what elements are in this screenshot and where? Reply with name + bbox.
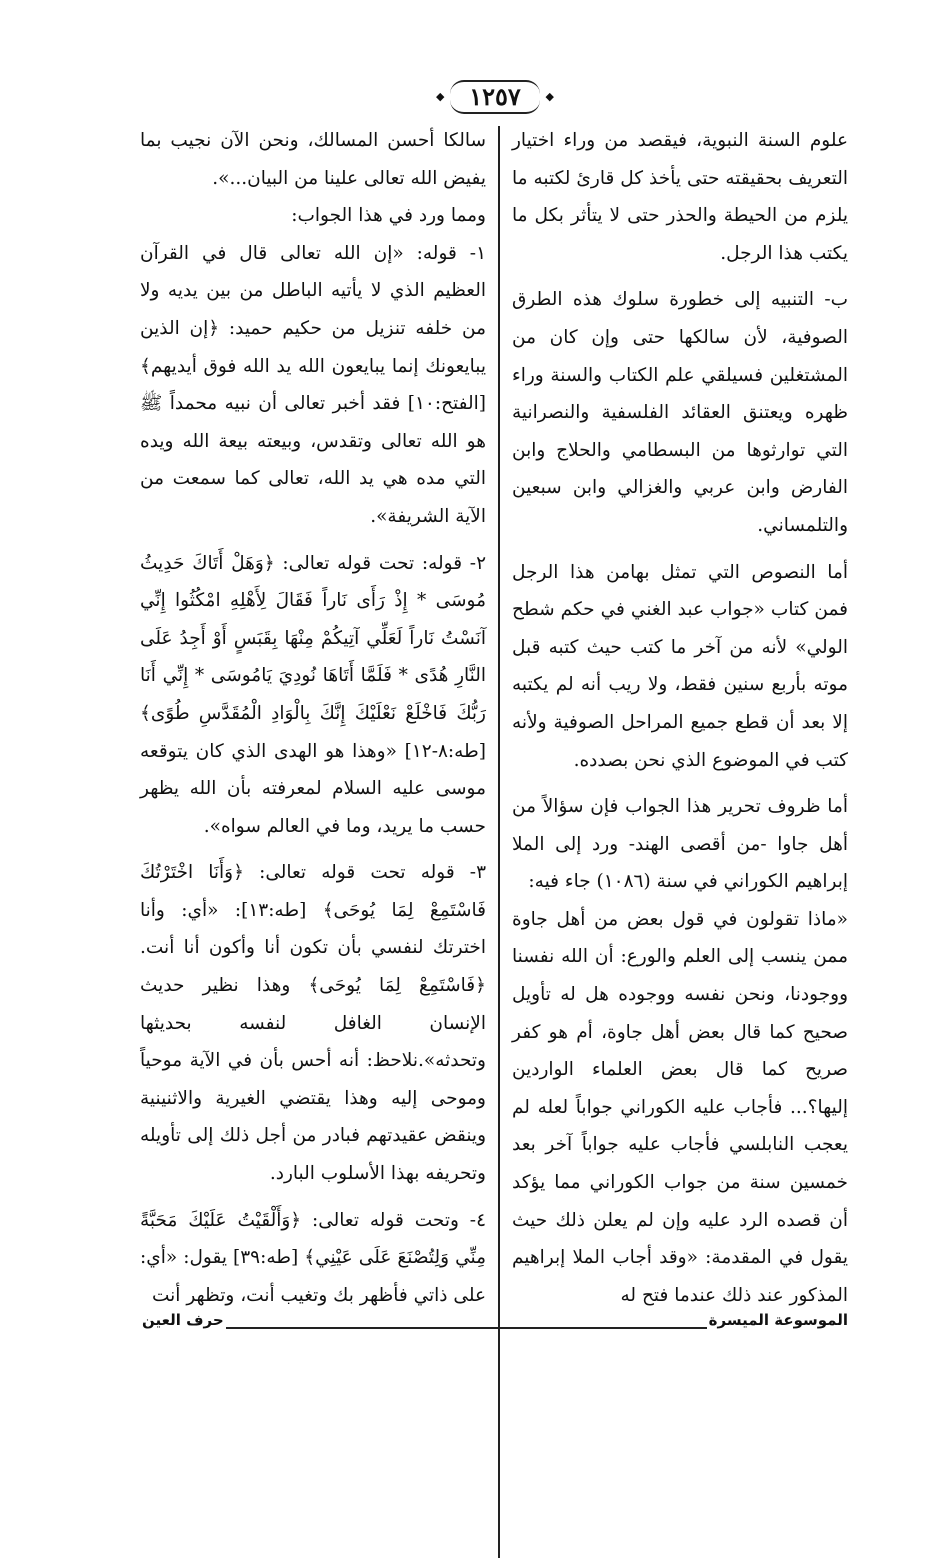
paragraph: علوم السنة النبوية، فيقصد من وراء اختيار التعريف بحقيقته حتى يأخذ كل قارئ لكتبه ما يلزم من الحيطة والحذر حتى لا يتأثر بكل ما يكتب هذا الرجل.: [512, 130, 848, 264]
paragraph: ب- التنبيه إلى خطورة سلوك هذه الطرق الصوفية، لأن سالكها حتى وإن كان من المشتغلين فسيلقي علم الكتاب والسنة وراء ظهره ويعتنق العقائد الفلسفية والنصرانية التي توارثوها من البسطامي والحلاج وابن الفارض وابن عربي والغزالي وابن سبعين والتلمساني.: [512, 289, 848, 536]
paragraph: سالكا أحسن المسالك، ونحن الآن نجيب بما يفيض الله تعالى علينا من البيان...».: [140, 130, 486, 189]
footer-section-title: حرف العين: [142, 1311, 224, 1329]
paragraph: أما ظروف تحرير هذا الجواب فإن سؤالاً من أهل جاوا -من أقصى الهند- ورد إلى الملا إبراهيم الكوراني في سنة (١٠٨٦) جاء فيه:: [512, 796, 848, 893]
paragraph: ٢- قوله: تحت قوله تعالى: ﴿وَهَلْ أَتَاكَ حَدِيثُ مُوسَى * إِذْ رَأَى نَاراً فَقَالَ لِأَهْلِهِ امْكُثُوا إِنِّي آنَسْتُ نَاراً لَعَلِّي آتِيكُمْ مِنْهَا بِقَبَسٍ أَوْ أَجِدُ عَلَى النَّارِ هُدًى * فَلَمَّا أَتَاهَا نُودِيَ يَامُوسَى * إِنِّي أَنَا رَبُّكَ فَاخْلَعْ نَعْلَيْكَ إِنَّكَ بِالْوَادِ الْمُقَدَّسِ طُوًى﴾ [طه:٨-١٢] «وهذا هو الهدى الذي كان يتوقعه موسى عليه السلام لمعرفته بأن الله يظهر حسب ما يريد، وما في العالم سواه».: [140, 552, 486, 837]
footer-book-title: الموسوعة الميسرة: [708, 1311, 848, 1329]
paragraph: أما النصوص التي تمثل بهامن هذا الرجل فمن كتاب «جواب عبد الغني في حكم شطح الولي» لأنه من آخر ما كتب حيث كتبه قبل موته بأربع سنين فقط، ولا ريب أنه لم يكتبه إلا بعد أن قطع جميع المراحل الصوفية ولأنه كتب في الموضوع الذي نحن بصدده.: [512, 561, 848, 771]
paragraph: ١- قوله: «إن الله تعالى قال في القرآن العظيم الذي لا يأتيه الباطل من بين يديه ولا من خلفه تنزيل من حكيم حميد: ﴿إن الذين يبايعونك إنما يبايعون الله يد الله فوق أيديهم﴾ [الفتح:١٠] فقد أخبر تعالى أن نبيه محمداً ﷺ هو الله تعالى وتقدس، وبيعته بيعة الله ويده التي مده هي يد الله، تعالى كما سمعت من الآية الشريفة».: [140, 242, 486, 527]
page-footer: [140, 1303, 850, 1329]
column-divider: [498, 126, 500, 1558]
left-column: [140, 122, 486, 1562]
paragraph: ومما ورد في هذا الجواب:: [291, 205, 486, 227]
paragraph: ٣- قوله تحت قوله تعالى: ﴿وَأَنَا اخْتَرْتُكَ فَاسْتَمِعْ لِمَا يُوحَى﴾ [طه:١٣]: «أي: وأنا اخترتك لنفسي بأن تكون أنا وأكون أنا أنت. ﴿فَاسْتَمِعْ لِمَا يُوحَى﴾ وهذا نظير حديث الإنسان الغافل لنفسه بحديثها وتحدثه».نلاحظ: أنه أحس بأن في الآية موحياً وموحى إليه وهذا يقتضي الغيرية والاثنينية وينقض عقيدتهم فبادر من أجل ذلك إلى تأويله وتحريفه بهذا الأسلوب البارد.: [140, 862, 486, 1185]
paragraph: «ماذا تقولون في قول بعض من أهل جاوة ممن ينسب إلى العلم والورع: أن الله نفسنا ووجودنا، ونحن نفسه ووجوده هل له تأويل صحيح كما قال بعض أهل جاوة، أم هو كفر صريح كما قال بعض العلماء الواردين إليها؟... فأجاب عليه الكوراني جواباً لعله لم يعجب النابلسي فأجاب عليه جواباً آخر بعد خمسين سنة من جواب الكوراني مما يؤكد أن قصده الرد عليه وإن لم يعلن ذلك حيث يقول في المقدمة: «وقد أجاب الملا إبراهيم المذكور عند ذلك عندما فتح له: [512, 908, 848, 1306]
paragraph: ٤- وتحت قوله تعالى: ﴿وَأَلْقَيْتُ عَلَيْكَ مَحَبَّةً مِنِّي وَلِتُصْنَعَ عَلَى عَيْنِي﴾ [طه:٣٩] يقول: «أي: على ذاتي فأظهر بك وتغيب أنت، وتظهر أنت: [140, 1209, 486, 1306]
right-column: [512, 122, 848, 1562]
page-number: ◆ ١٢٥٧ ◆: [450, 80, 540, 114]
